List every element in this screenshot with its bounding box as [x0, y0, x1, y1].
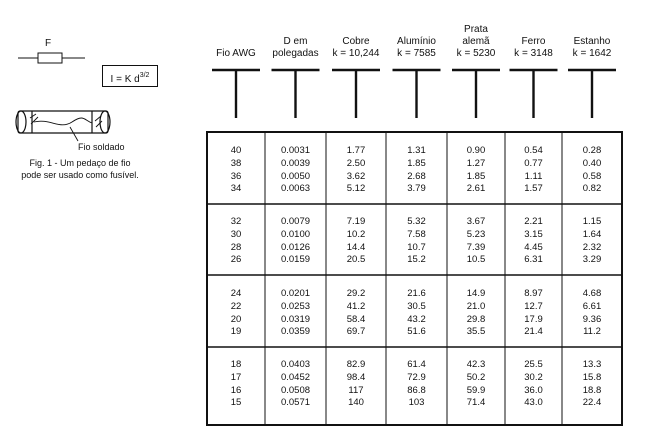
table-cell: 71.4: [466, 397, 486, 409]
table-cell: 32: [230, 216, 242, 227]
table-cell: 1.77: [346, 145, 366, 156]
table-cell: 0.58: [582, 170, 602, 182]
table-cell: 4.45: [524, 241, 543, 253]
table-cell: 21.4: [524, 326, 543, 338]
table-cell: 0.0031: [280, 145, 311, 156]
table-cell: 7.58: [407, 228, 426, 240]
table-cell: 0.0253: [280, 300, 311, 312]
table-cell: 2.68: [407, 170, 426, 182]
column-header: [386, 18, 447, 60]
table-cell: 0.77: [524, 157, 543, 169]
column-header-line: polegadas: [272, 48, 319, 59]
table-cell: 117: [348, 384, 364, 396]
table-cell: 1.57: [524, 183, 543, 195]
table-cell: 0.0319: [280, 313, 311, 325]
table-cell: 1.31: [407, 145, 426, 156]
table-cell: 42.3: [466, 359, 486, 370]
table-cell: 59.9: [466, 384, 486, 396]
table-cell: 3.15: [524, 228, 543, 240]
table-cell: 5.32: [407, 216, 426, 227]
table-cell: 8.97: [524, 288, 543, 299]
table-cell: 0.0039: [280, 157, 311, 169]
table-cell: 0.40: [582, 157, 602, 169]
table-cell: 25.5: [524, 359, 543, 370]
table-cell: 43.0: [524, 397, 543, 409]
table-cell: 21.0: [466, 300, 486, 312]
table-cell: 40: [230, 145, 242, 156]
table-cell: 1.15: [582, 216, 602, 227]
column-header: [265, 18, 326, 60]
table-cell: 1.85: [407, 157, 426, 169]
table-cell: 1.85: [466, 170, 486, 182]
table-cell: 86.8: [407, 384, 426, 396]
column-header-line: Cobre: [342, 36, 370, 47]
column-header: [562, 18, 622, 60]
column-header: [207, 18, 265, 60]
table-cell: 28: [230, 241, 242, 253]
column-header-line: k = 1642: [572, 48, 612, 59]
table-cell: 1.27: [466, 157, 486, 169]
column-header-line: k = 10,244: [332, 48, 380, 59]
column-header: [326, 18, 386, 60]
table-cell: 9.36: [582, 313, 602, 325]
table-cell: 15.2: [407, 254, 426, 266]
table-cell: 58.4: [346, 313, 366, 325]
table-cell: 3.62: [346, 170, 366, 182]
table-cell: 0.0050: [280, 170, 311, 182]
table-cell: 0.0079: [280, 216, 311, 227]
table-cell: 61.4: [407, 359, 426, 370]
column-header: [505, 18, 562, 60]
table-cell: 0.0159: [280, 254, 311, 266]
table-cell: 21.6: [407, 288, 426, 299]
table-cell: 12.7: [524, 300, 543, 312]
column-header: [447, 18, 505, 60]
table-cell: 0.0201: [280, 288, 311, 299]
table-cell: 14.9: [466, 288, 486, 299]
table-cell: 22: [230, 300, 242, 312]
table-cell: 30.2: [524, 371, 543, 383]
table-cell: 15.8: [582, 371, 602, 383]
table-cell: 14.4: [346, 241, 366, 253]
table-cell: 10.7: [407, 241, 426, 253]
table-cell: 0.0063: [280, 183, 311, 195]
table-cell: 3.29: [582, 254, 602, 266]
table-cell: 2.21: [524, 216, 543, 227]
column-header-line: alemã: [462, 36, 490, 47]
table-cell: 41.2: [346, 300, 366, 312]
table-cell: 16: [230, 384, 242, 396]
table-cell: 98.4: [346, 371, 366, 383]
table-cell: 1.11: [524, 170, 543, 182]
table-cell: 50.2: [466, 371, 486, 383]
table-cell: 34: [230, 183, 242, 195]
table-cell: 0.82: [582, 183, 602, 195]
table-cell: 103: [408, 397, 425, 409]
table-cell: 13.3: [582, 359, 602, 370]
column-header-line: Prata: [464, 24, 488, 35]
table-cell: 82.9: [346, 359, 366, 370]
table-cell: 1.64: [582, 228, 602, 240]
table-cell: 7.39: [466, 241, 486, 253]
table-cell: 26: [230, 254, 242, 266]
table-cell: 140: [348, 397, 364, 409]
column-header-line: k = 3148: [514, 48, 553, 59]
table-cell: 51.6: [407, 326, 426, 338]
table-cell: 29.8: [466, 313, 486, 325]
table-cell: 2.61: [466, 183, 486, 195]
fusing-current-formula: I = K $d^{3/2}$: [102, 65, 158, 87]
table-cell: 11.2: [583, 326, 601, 338]
column-header-line: Fio AWG: [216, 48, 256, 59]
table-cell: 5.12: [346, 183, 366, 195]
table-cell: 15: [230, 397, 242, 409]
table-cell: 0.0571: [280, 397, 311, 409]
table-cell: 35.5: [466, 326, 486, 338]
table-cell: 18: [230, 359, 242, 370]
table-cell: 10.5: [466, 254, 486, 266]
figure-caption: Fig. 1 - Um pedaço de fio pode ser usado como fusível.: [21, 158, 139, 180]
table-cell: 6.61: [582, 300, 602, 312]
column-header-line: Estanho: [573, 36, 611, 47]
table-cell: 2.32: [582, 241, 602, 253]
table-cell: 0.0452: [280, 371, 311, 383]
table-cell: 3.67: [466, 216, 486, 227]
table-cell: 0.54: [524, 145, 543, 156]
table-cell: 17: [230, 371, 242, 383]
table-cell: 3.79: [407, 183, 426, 195]
table-cell: 0.0359: [280, 326, 311, 338]
table-cell: 72.9: [407, 371, 426, 383]
table-cell: 29.2: [346, 288, 366, 299]
table-cell: 69.7: [346, 326, 366, 338]
column-header-line: D em: [283, 36, 308, 47]
table-cell: 17.9: [524, 313, 543, 325]
table-cell: 36.0: [524, 384, 543, 396]
table-cell: 30: [230, 228, 242, 240]
wire-label: Fio soldado: [78, 142, 125, 152]
table-cell: 0.0100: [280, 228, 311, 240]
column-header-line: Alumínio: [397, 36, 436, 47]
table-cell: 20: [230, 313, 242, 325]
table-cell: 30.5: [407, 300, 426, 312]
table-cell: 4.68: [582, 288, 602, 299]
table-cell: 19: [230, 326, 242, 338]
table-cell: 7.19: [346, 216, 366, 227]
column-header-line: k = 5230: [456, 48, 496, 59]
table-cell: 43.2: [407, 313, 426, 325]
table-cell: 0.0403: [280, 359, 311, 370]
column-header-line: k = 7585: [397, 48, 436, 59]
table-cell: 0.0508: [280, 384, 311, 396]
table-cell: 36: [230, 170, 242, 182]
table-cell: 24: [230, 288, 242, 299]
table-cell: 0.0126: [280, 241, 311, 253]
table-cell: 20.5: [346, 254, 366, 266]
table-cell: 2.50: [346, 157, 366, 169]
table-cell: 38: [230, 157, 242, 169]
table-cell: 5.23: [466, 228, 486, 240]
table-cell: 0.90: [466, 145, 486, 156]
table-cell: 6.31: [524, 254, 543, 266]
table-cell: 10.2: [346, 228, 366, 240]
table-cell: 18.8: [582, 384, 602, 396]
table-cell: 0.28: [582, 145, 602, 156]
fuse-symbol-label: F: [45, 38, 52, 49]
table-cell: 22.4: [582, 397, 602, 409]
column-header-line: Ferro: [521, 36, 546, 47]
